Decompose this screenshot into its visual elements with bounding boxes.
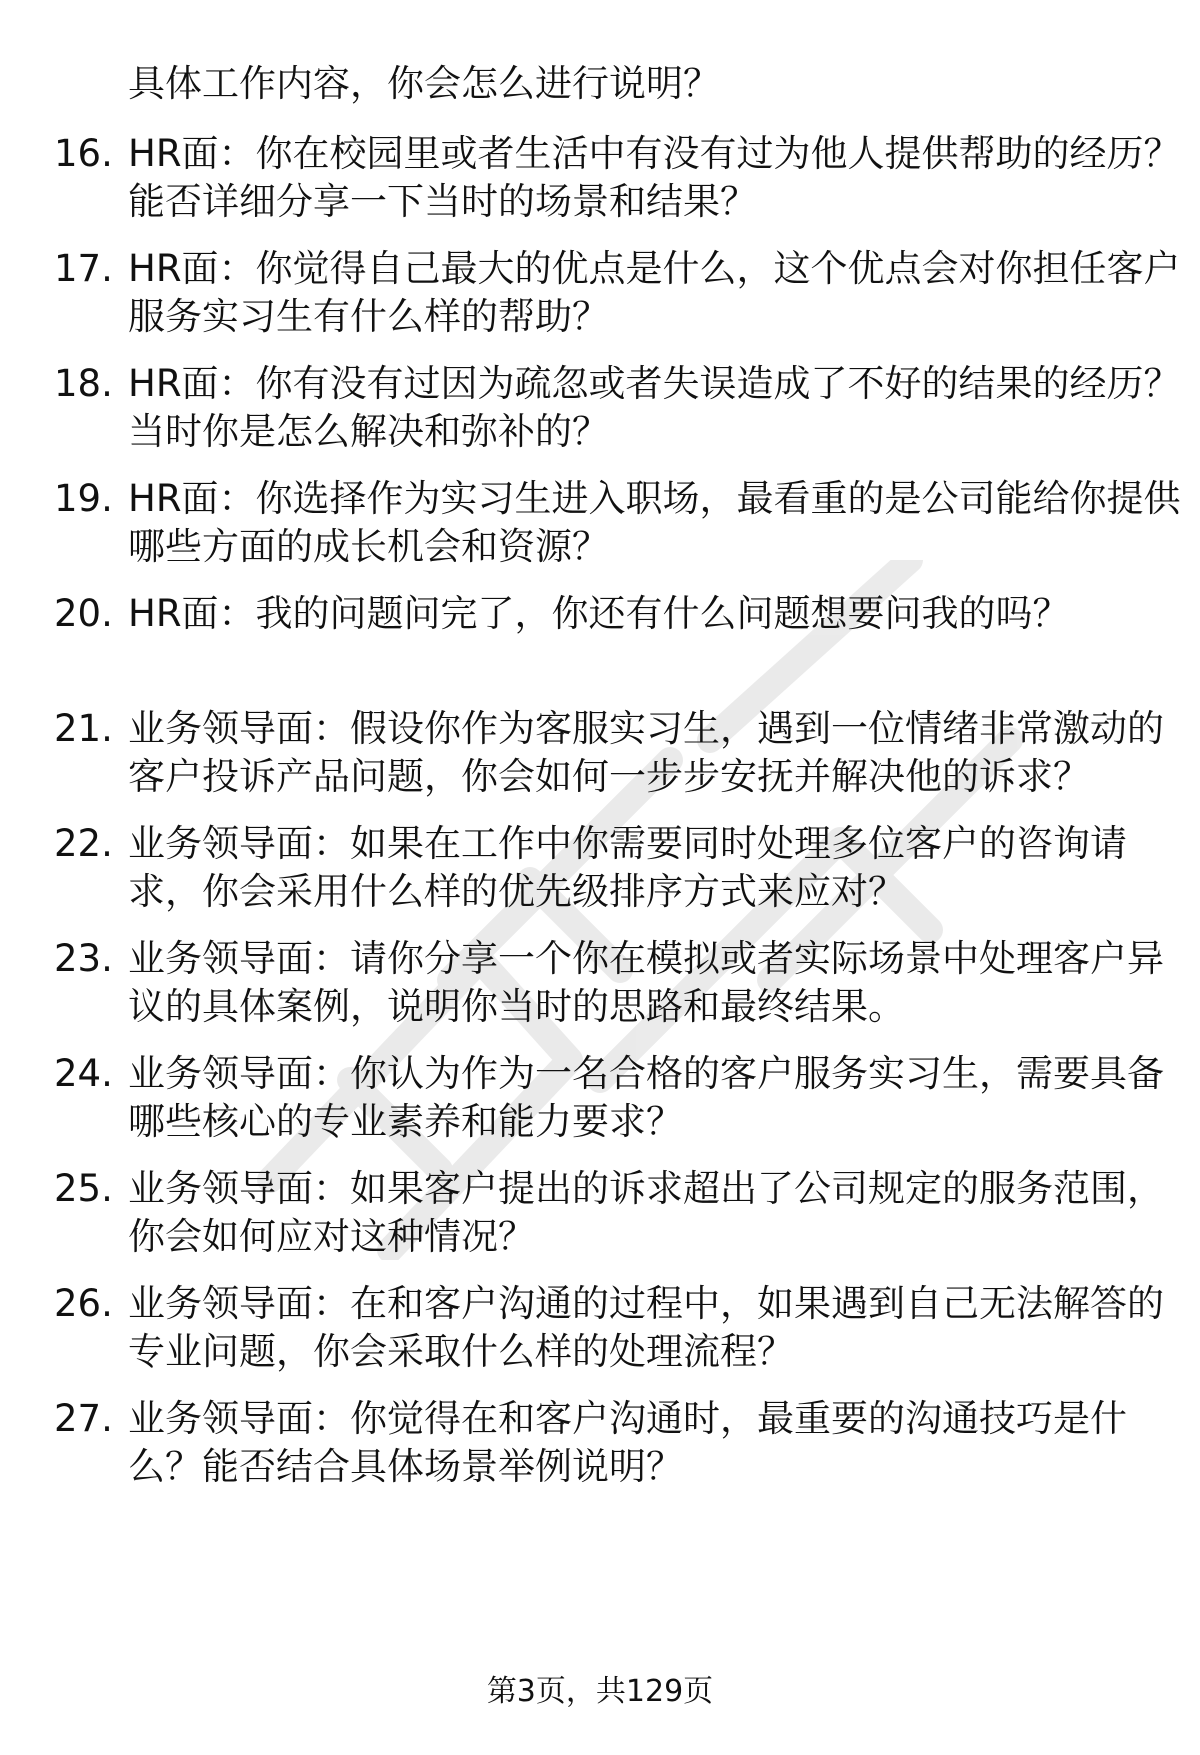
question-text-line: 业务领导面：请你分享一个你在模拟或者实际场景中处理客户异 xyxy=(128,937,1164,980)
question-number: 27. xyxy=(54,1397,113,1440)
question-number: 17. xyxy=(54,247,113,290)
continuation-text: 具体工作内容，你会怎么进行说明？ xyxy=(128,62,720,105)
question-number: 23. xyxy=(54,937,113,980)
question-text-line: 客户投诉产品问题，你会如何一步步安抚并解决他的诉求？ xyxy=(128,755,1090,798)
question-text-line: 哪些核心的专业素养和能力要求？ xyxy=(128,1100,683,1143)
question-number: 16. xyxy=(54,132,113,175)
question-text-line: 业务领导面：在和客户沟通的过程中，如果遇到自己无法解答的 xyxy=(128,1282,1164,1325)
question-text-line: HR面：你有没有过因为疏忽或者失误造成了不好的结果的经历？ xyxy=(128,362,1181,405)
question-text-line: 业务领导面：如果在工作中你需要同时处理多位客户的咨询请 xyxy=(128,822,1127,865)
page-footer: 第3页，共129页 xyxy=(486,1674,714,1709)
question-number: 26. xyxy=(54,1282,113,1325)
question-text-line: 专业问题，你会采取什么样的处理流程？ xyxy=(128,1330,794,1373)
question-number: 19. xyxy=(54,477,113,520)
question-text-line: 能否详细分享一下当时的场景和结果？ xyxy=(128,180,757,223)
question-text-line: 求，你会采用什么样的优先级排序方式来应对？ xyxy=(128,870,905,913)
question-text-line: 哪些方面的成长机会和资源？ xyxy=(128,525,609,568)
question-text-line: HR面：你在校园里或者生活中有没有过为他人提供帮助的经历？ xyxy=(128,132,1181,175)
question-text-line: 你会如何应对这种情况？ xyxy=(128,1215,535,1258)
question-text-line: 议的具体案例，说明你当时的思路和最终结果。 xyxy=(128,985,905,1028)
question-text-line: 业务领导面：你觉得在和客户沟通时，最重要的沟通技巧是什 xyxy=(128,1397,1127,1440)
question-number: 25. xyxy=(54,1167,113,1210)
question-text-line: 业务领导面：如果客户提出的诉求超出了公司规定的服务范围， xyxy=(128,1167,1164,1210)
question-number: 20. xyxy=(54,592,113,635)
question-text-line: 服务实习生有什么样的帮助？ xyxy=(128,295,609,338)
question-number: 22. xyxy=(54,822,113,865)
question-text-line: HR面：你觉得自己最大的优点是什么，这个优点会对你担任客户 xyxy=(128,247,1181,290)
question-text-line: 业务领导面：你认为作为一名合格的客户服务实习生，需要具备 xyxy=(128,1052,1164,1095)
question-text-line: 当时你是怎么解决和弥补的？ xyxy=(128,410,609,453)
question-text-line: 么？能否结合具体场景举例说明？ xyxy=(128,1445,683,1488)
question-text-line: HR面：你选择作为实习生进入职场，最看重的是公司能给你提供 xyxy=(128,477,1181,520)
question-number: 21. xyxy=(54,707,113,750)
question-text-line: HR面：我的问题问完了，你还有什么问题想要问我的吗？ xyxy=(128,592,1070,635)
question-text-line: 业务领导面：假设你作为客服实习生，遇到一位情绪非常激动的 xyxy=(128,707,1164,750)
question-number: 18. xyxy=(54,362,113,405)
question-number: 24. xyxy=(54,1052,113,1095)
